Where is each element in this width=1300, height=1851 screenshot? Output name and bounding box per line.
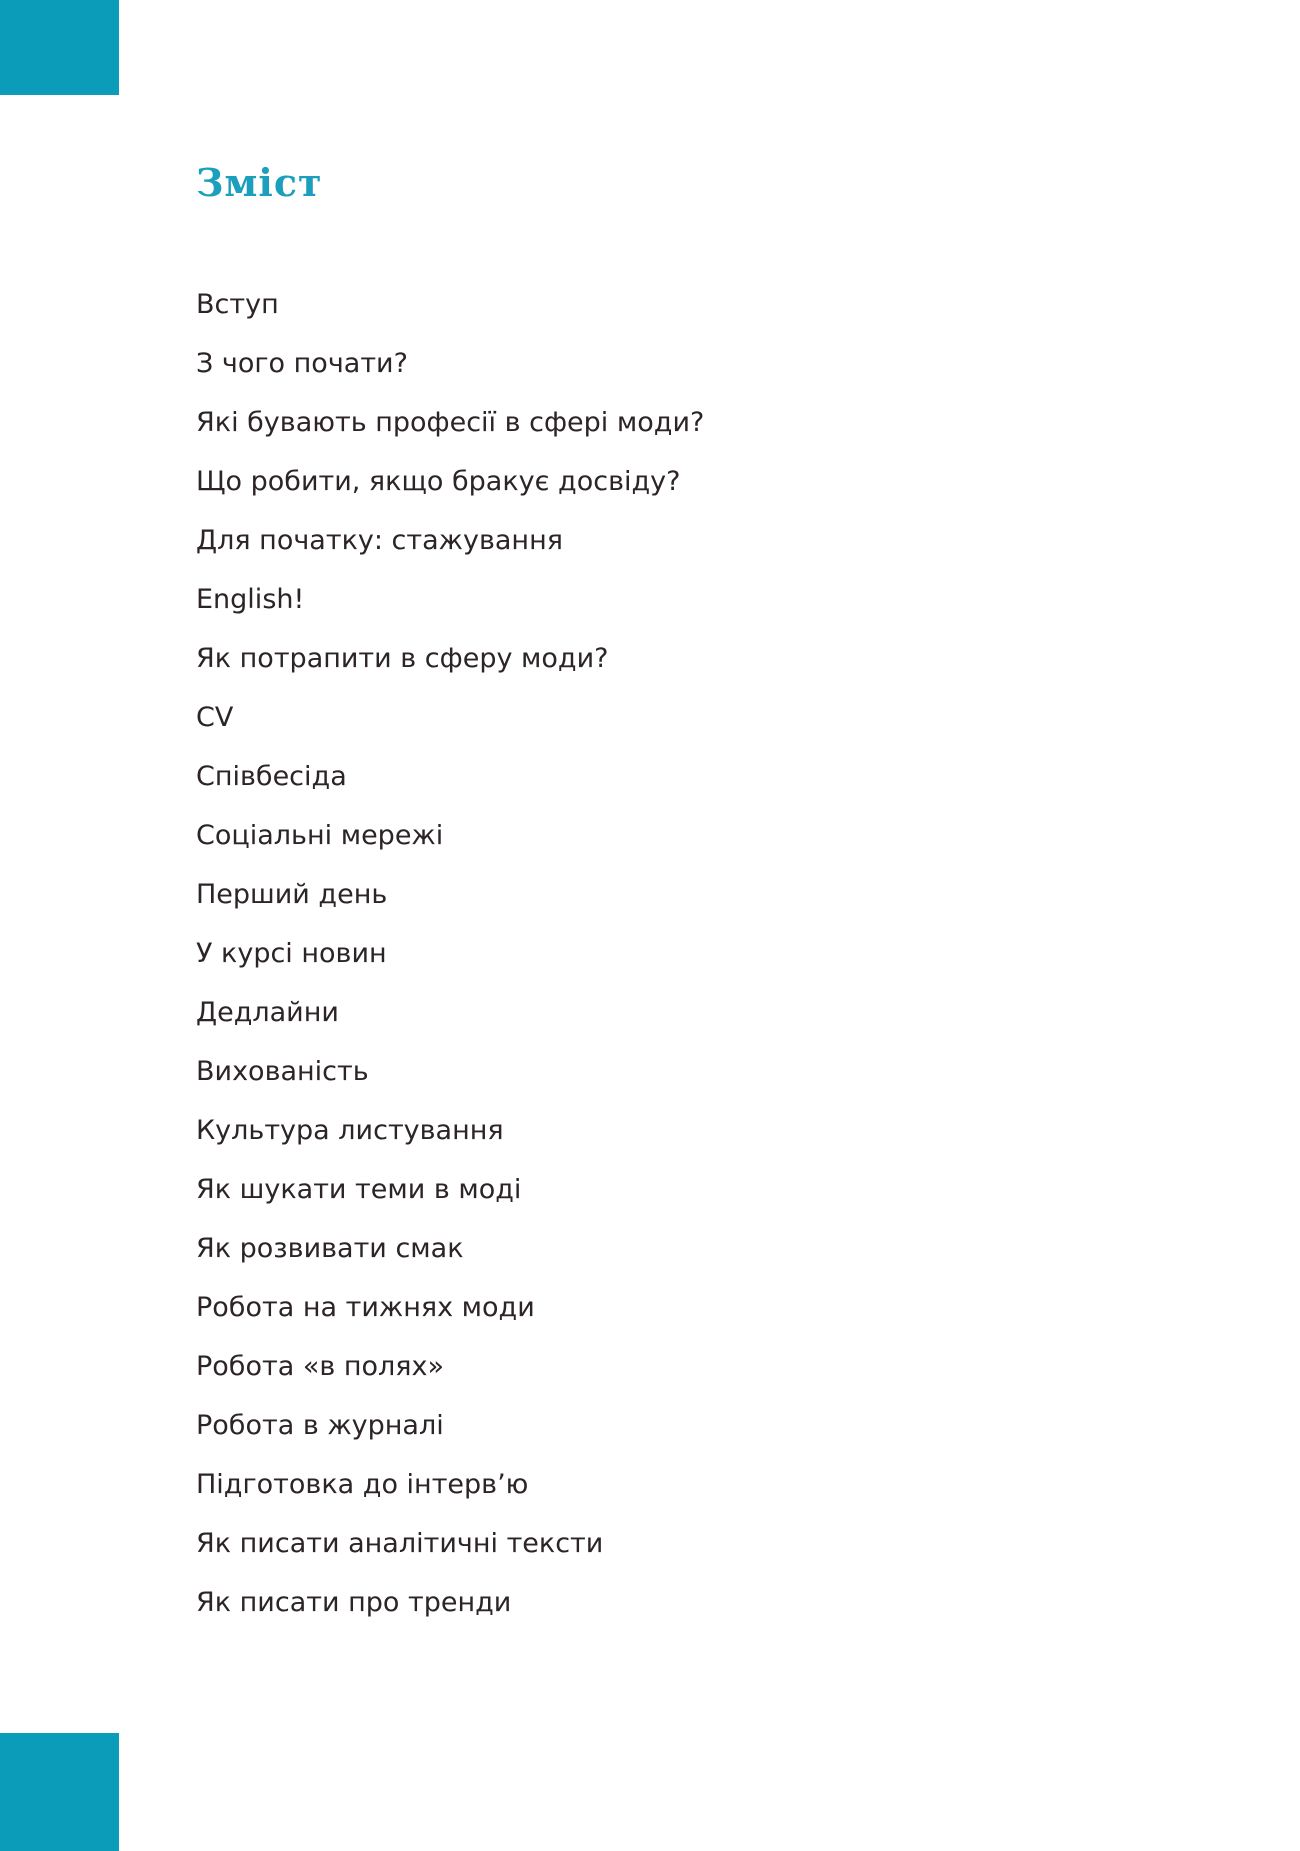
toc-item-interview[interactable]: Співбесіда [196,761,347,792]
toc-item-get-into-fashion[interactable]: Як потрапити в сферу моди? [196,643,609,674]
toc-item-social-media[interactable]: Соціальні мережі [196,820,444,851]
corner-accent-top [0,0,119,95]
toc-item-manners[interactable]: Вихованість [196,1056,369,1087]
toc-item-fashion-professions[interactable]: Які бувають професії в сфері моди? [196,407,705,438]
toc-item-first-day[interactable]: Перший день [196,879,388,910]
toc-item-correspondence[interactable]: Культура листування [196,1115,504,1146]
toc-item-fashion-weeks[interactable]: Робота на тижнях моди [196,1292,535,1323]
toc-item-writing-trends[interactable]: Як писати про тренди [196,1587,512,1618]
toc-item-cv[interactable]: CV [196,702,234,733]
toc-item-interview-prep[interactable]: Підготовка до інтерв’ю [196,1469,529,1500]
toc-item-analytical-texts[interactable]: Як писати аналітичні тексти [196,1528,604,1559]
toc-item-where-to-start[interactable]: З чого почати? [196,348,408,379]
toc-item-intro[interactable]: Вступ [196,289,279,320]
toc-item-magazine-work[interactable]: Робота в журналі [196,1410,444,1441]
toc-item-news[interactable]: У курсі новин [196,938,387,969]
toc-item-deadlines[interactable]: Дедлайни [196,997,339,1028]
table-of-contents [196,281,704,1638]
toc-item-field-work[interactable]: Робота «в полях» [196,1351,445,1382]
toc-item-finding-topics[interactable]: Як шукати теми в моді [196,1174,522,1205]
toc-item-internship[interactable]: Для початку: стажування [196,525,563,556]
corner-accent-bottom [0,1733,119,1851]
toc-item-lack-of-experience[interactable]: Що робити, якщо бракує досвіду? [196,466,681,497]
toc-item-english[interactable]: English! [196,584,305,615]
page-title: Зміст [196,160,323,205]
toc-item-developing-taste[interactable]: Як розвивати смак [196,1233,464,1264]
